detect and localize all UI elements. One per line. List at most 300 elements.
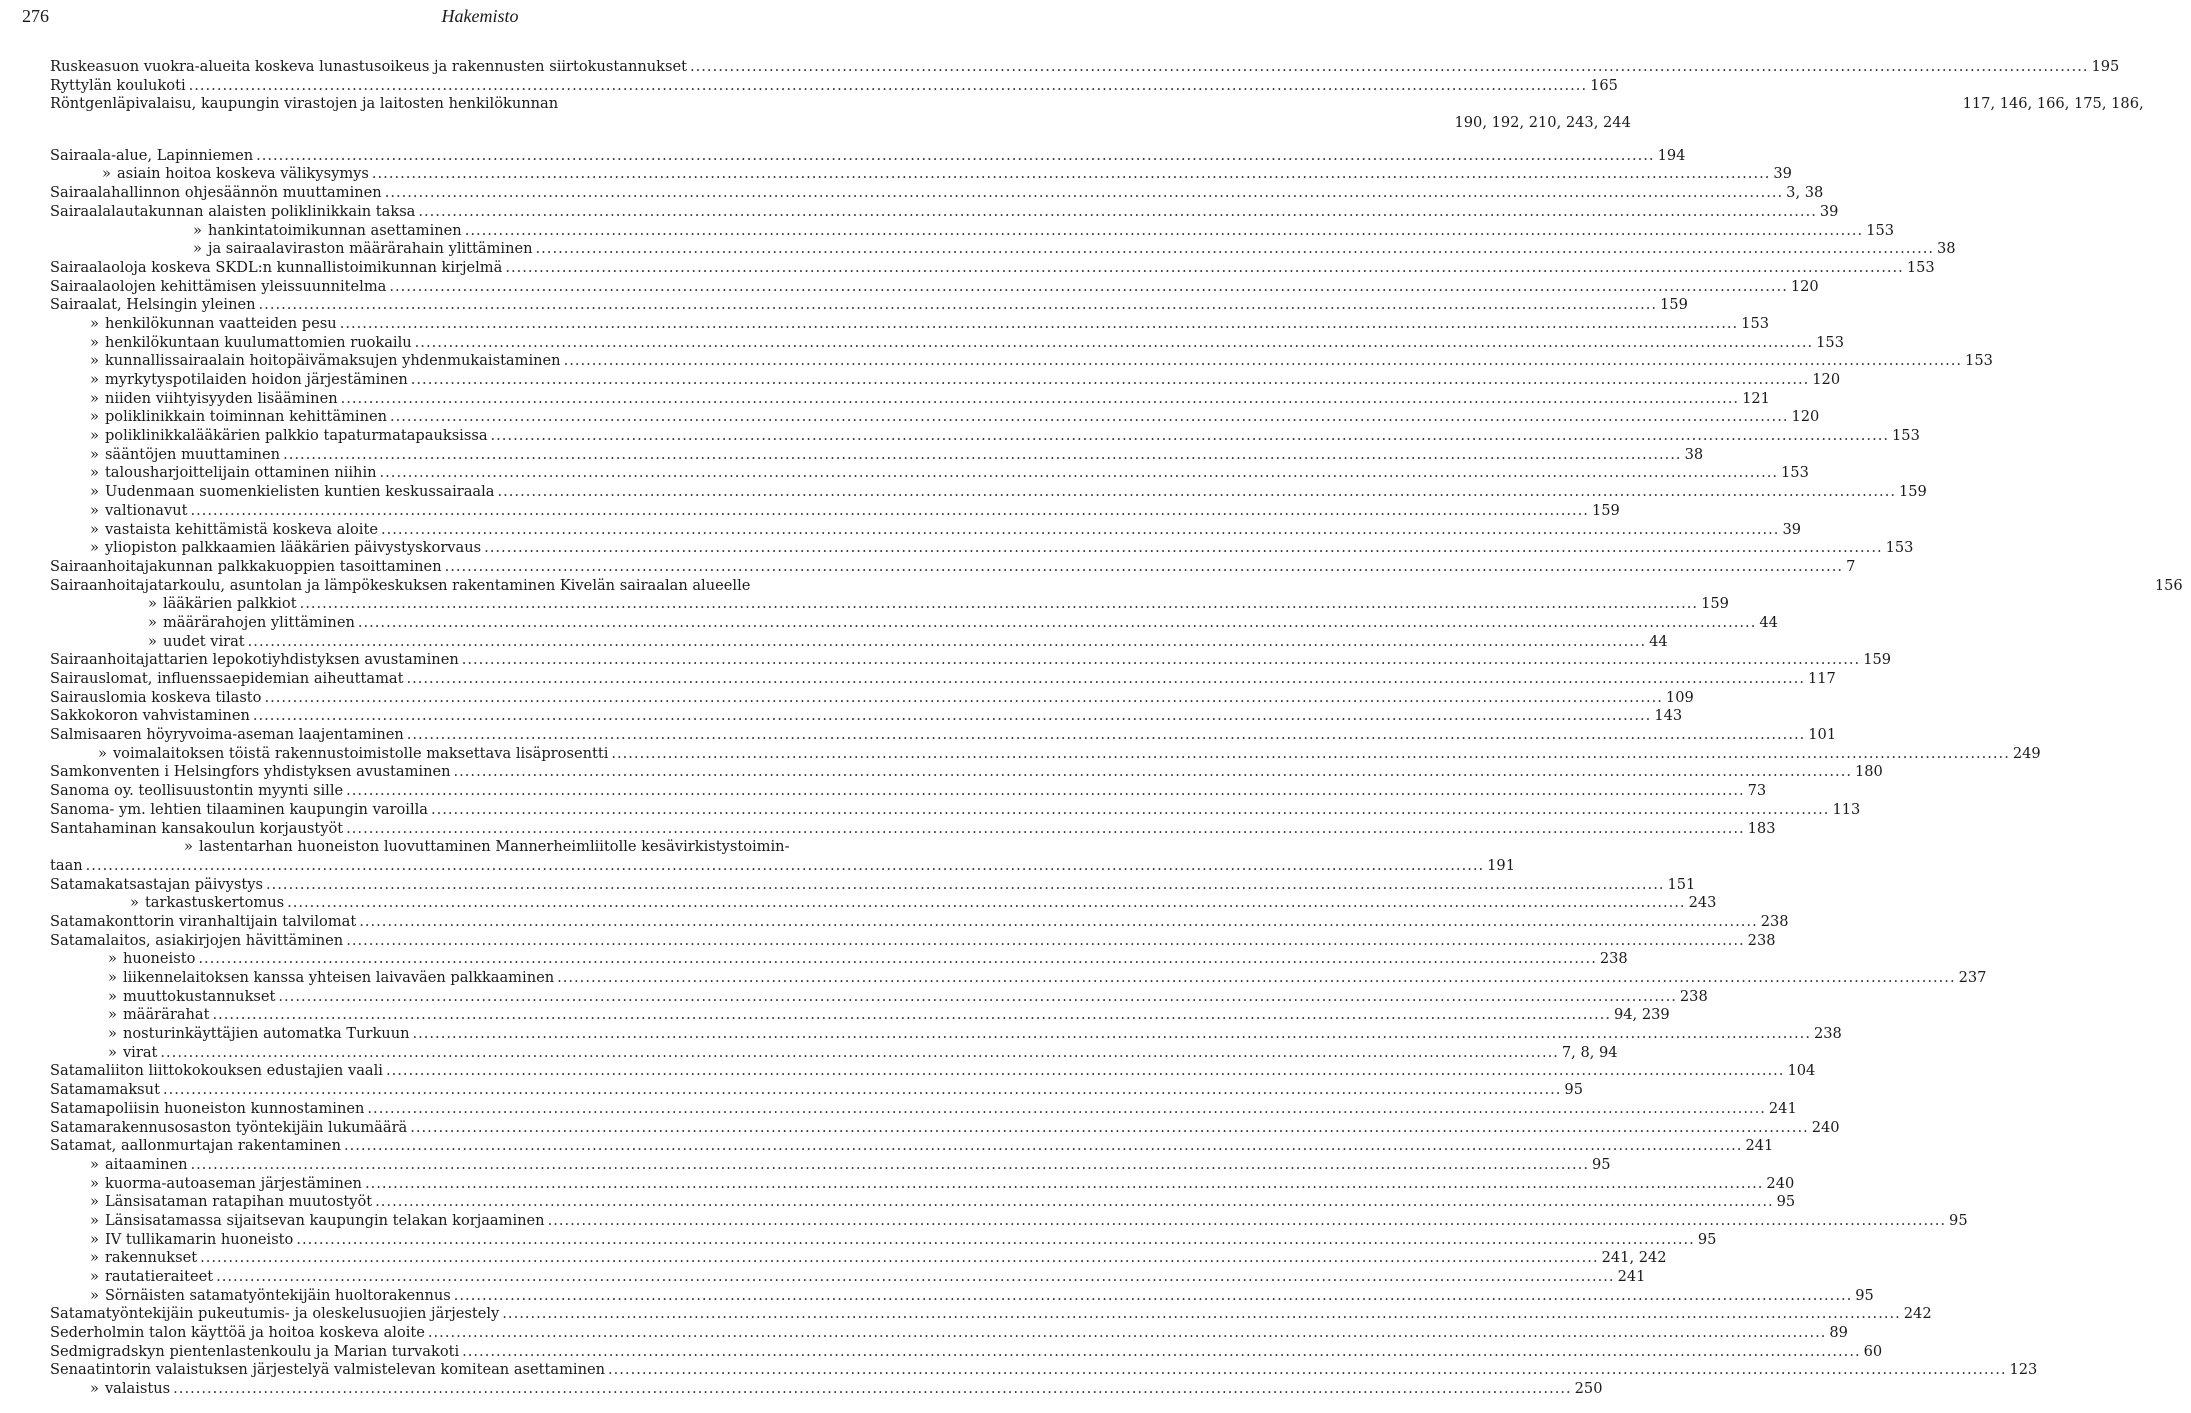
leader-dots <box>505 259 1903 278</box>
entry-text <box>50 1268 213 1287</box>
index-entry <box>50 1324 1848 1343</box>
entry-label: valtionavut <box>104 501 188 519</box>
entry-text <box>50 147 253 166</box>
page-reference: 143 <box>1654 707 1683 725</box>
leader-dots <box>407 670 1805 689</box>
index-entry <box>50 1062 1816 1081</box>
page-reference: 153 <box>1741 314 1770 332</box>
ditto-mark: » <box>90 1155 99 1173</box>
index-entry <box>50 670 1836 689</box>
entry-label: määrärahat <box>122 1006 210 1024</box>
leader-dots <box>359 913 1757 932</box>
leader-dots <box>502 1305 1900 1324</box>
entry-label: Salmisaaren höyryvoima-aseman laajentaminen <box>50 726 404 744</box>
entry-label: Samkonventen i Helsingfors yhdistyksen avustaminen <box>50 763 451 781</box>
leader-dots <box>213 1006 1611 1025</box>
ditto-mark: » <box>90 1211 99 1229</box>
index-entry <box>50 221 1895 241</box>
ditto-mark: » <box>90 389 99 407</box>
entry-text <box>50 614 355 633</box>
entry-text <box>50 95 558 114</box>
entry-label: niiden viihtyisyyden lisääminen <box>104 389 338 407</box>
page-reference: 73 <box>1747 782 1767 800</box>
entry-text <box>50 745 608 764</box>
page-reference: 39 <box>1819 202 1839 220</box>
entry-text <box>50 857 83 876</box>
page-reference: 249 <box>2012 744 2041 762</box>
entry-text <box>50 595 297 614</box>
ditto-mark: » <box>108 950 117 968</box>
index-entry <box>50 1342 1883 1362</box>
index-entry <box>50 819 1776 839</box>
entry-text <box>50 259 502 278</box>
leader-dots <box>380 464 1778 483</box>
entry-label: Sairaalaolojen kehittämisen yleissuunnitelma <box>50 277 387 295</box>
page-reference: 153 <box>1885 539 1914 557</box>
entry-label: virat <box>122 1043 158 1061</box>
index-entry <box>50 632 1668 652</box>
page-reference: 120 <box>1791 408 1820 426</box>
ditto-mark: » <box>90 1380 99 1398</box>
entry-text <box>50 539 481 558</box>
leader-dots <box>390 408 1788 427</box>
page-reference: 7 <box>1846 557 1856 575</box>
index-entry <box>50 1099 1797 1119</box>
entry-label: Sedmigradskyn pientenlastenkoulu ja Marian turvakoti <box>50 1342 460 1360</box>
leader-dots <box>190 502 1588 521</box>
page-reference: 38 <box>1684 445 1704 463</box>
entry-text <box>50 222 462 241</box>
leader-dots <box>690 58 2088 77</box>
leader-dots <box>344 1137 1742 1156</box>
ditto-mark: » <box>90 1249 99 1267</box>
page-reference: 238 <box>1599 950 1628 968</box>
entry-text <box>50 950 195 969</box>
leader-dots <box>431 801 1829 820</box>
leader-dots <box>418 203 1816 222</box>
ditto-mark: » <box>148 595 157 613</box>
entry-label: Satamapoliisin huoneiston kunnostaminen <box>50 1099 365 1117</box>
ditto-mark: » <box>90 314 99 332</box>
entry-text <box>50 763 451 782</box>
leader-dots <box>278 988 1676 1007</box>
page-reference: 95 <box>1564 1081 1583 1099</box>
index-entry <box>50 651 1892 670</box>
index-entry <box>50 1081 1583 1100</box>
page-reference: 94, 239 <box>1613 1006 1670 1024</box>
leader-dots <box>198 950 1596 969</box>
entry-label: Sairaalat, Helsingin yleinen <box>50 296 256 314</box>
entry-label: liikennelaitoksen kanssa yhteisen laivaväen palkkaaminen <box>122 969 555 986</box>
entry-label: Senaatintorin valaistuksen järjestelyä valmistelevan komitean asettaminen <box>50 1361 606 1379</box>
entry-label: Ruskeasuon vuokra-alueita koskeva lunastusoikeus ja rakennusten siirtokustannukset <box>50 58 688 75</box>
entry-text <box>50 483 495 502</box>
leader-dots <box>564 352 1962 371</box>
ditto-mark: » <box>184 838 193 856</box>
entry-label: vastaista kehittämistä koskeva aloite <box>104 520 378 538</box>
entry-text <box>50 1231 293 1250</box>
entry-label: Satamat, aallonmurtajan rakentaminen <box>50 1137 341 1155</box>
entry-text <box>50 1006 210 1025</box>
entry-label: hankintatoimikunnan asettaminen <box>207 221 462 239</box>
entry-text <box>50 558 442 577</box>
index-entry <box>50 184 1824 203</box>
entry-label: sääntöjen muuttaminen <box>104 445 281 463</box>
entry-label: Länsisataman ratapihan muutostyöt <box>104 1193 373 1211</box>
entry-label: huoneisto <box>122 950 196 968</box>
index-entry <box>50 1249 1667 1268</box>
leader-dots <box>498 483 1896 502</box>
ditto-mark: » <box>90 371 99 388</box>
index-entry <box>50 539 1914 558</box>
entry-text <box>50 1062 383 1081</box>
page-reference: 250 <box>1574 1380 1603 1398</box>
leader-dots <box>346 820 1744 839</box>
index-entry <box>50 1361 2038 1380</box>
index-entry <box>50 969 1987 988</box>
entry-text <box>50 689 261 708</box>
page-reference: 159 <box>1863 651 1892 669</box>
index-entry <box>50 595 1729 614</box>
entry-label: Sairaanhoitajattarien lepokotiyhdistyksen avustaminen <box>50 651 459 669</box>
entry-text <box>50 1025 410 1044</box>
entry-label: Satamalaitos, asiakirjojen hävittäminen <box>50 931 344 949</box>
page-reference: 117, 146, 166, 175, 186, <box>1962 95 2144 113</box>
ditto-mark: » <box>108 1006 117 1024</box>
index-entry <box>50 950 1628 969</box>
index-entry <box>50 875 1696 895</box>
page-reference: 95 <box>1949 1211 1968 1229</box>
entry-text <box>50 1249 197 1268</box>
entry-label: Länsisatamassa sijaitsevan kaupungin telakan korjaaminen <box>104 1211 545 1229</box>
entry-label: Sairaala-alue, Lapinniemen <box>50 146 254 164</box>
index-entry <box>50 258 1935 278</box>
entry-label: Ryttylän koulukoti <box>50 76 186 94</box>
leader-dots <box>410 1119 1808 1138</box>
entry-label: poliklinikkalääkärien palkkio tapaturmatapauksissa <box>104 427 488 445</box>
ditto-mark: » <box>90 1268 99 1285</box>
index-entry <box>50 114 1631 133</box>
ditto-mark: » <box>108 1025 117 1043</box>
page-reference: 165 <box>1590 76 1618 94</box>
index-entry <box>50 464 1809 483</box>
ditto-mark: » <box>90 501 99 519</box>
page-reference: 38 <box>1937 240 1956 258</box>
entry-label: nosturinkäyttäjien automatka Turkuun <box>122 1025 410 1043</box>
entry-text <box>50 932 343 951</box>
leader-dots <box>287 894 1685 913</box>
ditto-mark: » <box>90 352 99 370</box>
ditto-mark: » <box>90 408 99 426</box>
leader-dots <box>484 539 1882 558</box>
entry-label: Sanoma- ym. lehtien tilaaminen kaupungin varoilla <box>50 800 428 818</box>
entry-text <box>50 1343 459 1362</box>
leader-dots <box>200 1249 1598 1268</box>
entry-label: Satamamaksut <box>50 1081 160 1099</box>
index-entry <box>50 445 1704 465</box>
leader-dots <box>283 446 1681 465</box>
ditto-mark: » <box>90 1286 99 1304</box>
entry-text <box>50 315 337 334</box>
entry-label: kuorma-autoaseman järjestäminen <box>104 1174 362 1192</box>
leader-dots <box>296 1231 1694 1250</box>
entry-label: Sairauslomia koskeva tilasto <box>50 688 262 706</box>
page-reference: 156 <box>2154 576 2183 594</box>
leader-dots <box>163 1081 1561 1100</box>
index-entry <box>50 1118 1840 1138</box>
leader-dots <box>536 240 1934 259</box>
entry-text <box>50 894 284 913</box>
entry-label: Sakkokoron vahvistaminen <box>50 707 250 725</box>
index-entry <box>50 1043 1618 1063</box>
page-reference: 238 <box>1747 931 1776 949</box>
ditto-mark: » <box>108 1043 117 1061</box>
entry-text <box>50 203 415 222</box>
leader-dots <box>253 707 1651 726</box>
entry-label: Satamatyöntekijäin pukeutumis- ja oleskelusuojien järjestely <box>50 1305 500 1323</box>
page-number: 276 <box>22 6 49 26</box>
index-entry <box>50 912 1789 932</box>
index-entry <box>50 782 1767 801</box>
index-entry <box>50 314 1770 334</box>
ditto-mark: » <box>108 969 117 986</box>
leader-dots <box>557 969 1955 988</box>
page-reference: 241 <box>1768 1099 1797 1117</box>
entry-text <box>50 651 459 670</box>
entry-text <box>50 670 404 689</box>
page-reference: 190, 192, 210, 243, 244 <box>1454 114 1631 132</box>
entry-label: henkilökuntaan kuulumattomien ruokailu <box>104 333 412 351</box>
page-reference: 153 <box>1816 333 1844 351</box>
index-entry <box>50 613 1778 633</box>
entry-text <box>50 913 356 932</box>
index-entry <box>50 1155 1611 1175</box>
leader-dots <box>548 1212 1946 1231</box>
page-reference: 183 <box>1747 819 1776 837</box>
entry-text <box>50 371 408 390</box>
entry-label: Sörnäisten satamatyöntekijäin huoltorakennus <box>104 1286 451 1304</box>
index-entry <box>50 483 1927 502</box>
leader-dots <box>407 726 1805 745</box>
index-entry <box>50 1380 1603 1399</box>
index-entry <box>50 277 1819 297</box>
page-reference: 180 <box>1854 763 1883 781</box>
page-reference: 113 <box>1832 800 1861 818</box>
page-reference: 123 <box>2009 1361 2038 1379</box>
page-reference: 109 <box>1665 688 1694 706</box>
index-entry <box>50 800 1861 820</box>
ditto-mark: » <box>90 1174 99 1192</box>
page-reference: 241 <box>1617 1268 1646 1285</box>
entry-label: kunnallissairaalain hoitopäivämaksujen yhdenmukaistaminen <box>104 352 561 370</box>
ditto-mark: » <box>148 613 157 631</box>
leader-dots <box>216 1268 1614 1287</box>
leader-dots <box>256 147 1654 166</box>
index-entry <box>50 576 2183 596</box>
ditto-mark: » <box>148 632 157 650</box>
index-entry <box>50 1174 1795 1194</box>
leader-dots <box>428 1324 1826 1343</box>
ditto-mark: » <box>102 165 111 183</box>
index-entry <box>50 1230 1717 1250</box>
leader-dots <box>259 296 1657 315</box>
index-entry <box>50 1025 1842 1044</box>
entry-text <box>50 165 369 184</box>
leader-dots <box>413 1025 1811 1044</box>
entry-text <box>50 408 387 427</box>
index-entries <box>50 58 2183 1399</box>
ditto-mark: » <box>90 1193 99 1211</box>
leader-dots <box>465 222 1863 241</box>
page-reference: 60 <box>1863 1342 1883 1360</box>
entry-text <box>50 1212 545 1231</box>
leader-dots <box>340 315 1738 334</box>
leader-dots <box>375 1193 1773 1212</box>
leader-dots <box>491 427 1889 446</box>
entry-text <box>50 1137 341 1156</box>
entry-label: Sairaanhoitajatarkoulu, asuntolan ja lämpökeskuksen rakentaminen Kivelän sairaalan alueelle <box>50 576 751 594</box>
entry-label: talousharjoittelijain ottaminen niihin <box>104 464 377 482</box>
page-reference: 153 <box>1906 258 1935 276</box>
page-reference: 44 <box>1649 632 1668 650</box>
leader-dots <box>160 1044 1558 1063</box>
index-entry <box>50 296 1688 315</box>
index-entry <box>50 894 1717 913</box>
leader-dots <box>411 371 1809 390</box>
index-entry <box>50 1006 1670 1025</box>
leader-dots <box>385 184 1783 203</box>
ditto-mark: » <box>90 445 99 463</box>
ditto-mark: » <box>98 744 107 762</box>
entry-text <box>50 1100 364 1119</box>
index-entry <box>50 76 1618 96</box>
entry-label: muuttokustannukset <box>122 987 276 1005</box>
entry-text <box>50 1119 407 1138</box>
entry-label: Sairauslomat, influenssaepidemian aiheuttamat <box>50 670 404 687</box>
leader-dots <box>346 932 1744 951</box>
page-reference: 240 <box>1766 1174 1795 1192</box>
page-reference: 101 <box>1808 726 1837 744</box>
page-reference: 153 <box>1866 221 1895 239</box>
leader-dots <box>248 633 1646 652</box>
page-reference: 89 <box>1829 1324 1848 1342</box>
entry-label: tarkastuskertomus <box>144 894 285 912</box>
index-entry <box>50 1211 1968 1231</box>
ditto-mark: » <box>90 539 99 557</box>
index-entry <box>50 987 1708 1007</box>
leader-dots <box>300 595 1698 614</box>
page-reference: 195 <box>2091 58 2120 75</box>
entry-label: ja sairaalaviraston määrärahain ylittäminen <box>207 240 533 258</box>
index-entry <box>50 165 1792 184</box>
page-reference: 39 <box>1773 165 1792 183</box>
entry-text <box>50 521 378 540</box>
page-reference: 7, 8, 94 <box>1561 1043 1618 1061</box>
entry-text <box>50 1175 362 1194</box>
index-entry <box>50 763 1883 782</box>
entry-label: aitaaminen <box>104 1155 188 1173</box>
entry-text <box>50 427 488 446</box>
ditto-mark: » <box>90 464 99 482</box>
leader-dots <box>454 1287 1852 1306</box>
entry-text <box>50 502 187 521</box>
entry-label: IV tullikamarin huoneisto <box>104 1230 294 1248</box>
entry-text <box>50 184 382 203</box>
entry-label: Satamarakennusosaston työntekijäin lukumäärä <box>50 1118 408 1136</box>
entry-text <box>50 801 428 820</box>
entry-text <box>50 1380 170 1399</box>
entry-text <box>50 726 404 745</box>
entry-label: Satamakatsastajan päivystys <box>50 875 264 893</box>
page-reference: 159 <box>1701 595 1729 613</box>
page-reference: 104 <box>1787 1062 1816 1080</box>
leader-dots <box>445 558 1843 577</box>
index-entry <box>50 95 2144 114</box>
entry-label: Uudenmaan suomenkielisten kuntien keskussairaala <box>104 483 495 501</box>
page-reference: 153 <box>1781 464 1809 482</box>
entry-text <box>50 77 186 96</box>
entry-text <box>50 240 533 259</box>
index-entry <box>50 240 1956 259</box>
entry-label: Satamaliiton liittokokouksen edustajien vaali <box>50 1062 383 1080</box>
entry-label: lääkärien palkkiot <box>162 595 297 613</box>
entry-text <box>50 577 750 596</box>
ditto-mark: » <box>108 987 117 1005</box>
entry-text <box>50 296 256 315</box>
entry-label: Sanoma oy. teollisuustontin myynti sille <box>50 782 344 800</box>
leader-dots <box>346 782 1744 801</box>
page-reference: 39 <box>1782 520 1802 538</box>
index-entry <box>50 389 1770 409</box>
page-reference: 241 <box>1745 1137 1774 1155</box>
entry-label: asiain hoitoa koskeva välikysymys <box>116 165 369 183</box>
index-entry <box>50 557 1856 577</box>
page-header <box>22 6 938 28</box>
leader-dots <box>264 689 1662 708</box>
page-reference: 153 <box>1965 352 1993 370</box>
index-entry <box>50 688 1694 708</box>
index-entry <box>50 333 1844 353</box>
entry-text <box>50 782 343 801</box>
entry-text <box>50 446 280 465</box>
entry-label: Sairaalaoloja koskeva SKDL:n kunnallistoimikunnan kirjelmä <box>50 258 503 276</box>
entry-text <box>50 1081 160 1100</box>
page-reference: 243 <box>1688 894 1717 912</box>
leader-dots <box>191 1156 1589 1175</box>
page-reference: 95 <box>1776 1193 1796 1211</box>
index-entry <box>50 352 1993 371</box>
page-reference: 242 <box>1903 1305 1932 1323</box>
entry-label: uudet virat <box>162 632 245 650</box>
page-reference: 3, 38 <box>1786 184 1824 202</box>
ditto-mark: » <box>193 240 202 258</box>
entry-text <box>50 390 338 409</box>
entry-label: myrkytyspotilaiden hoidon järjestäminen <box>104 371 408 388</box>
index-entry <box>50 744 2041 764</box>
leader-dots <box>266 876 1664 895</box>
page-reference: 241, 242 <box>1601 1249 1667 1267</box>
entry-text <box>50 707 250 726</box>
index-entry <box>50 838 956 857</box>
entry-text <box>50 1287 451 1306</box>
entry-label: taan <box>50 856 83 874</box>
index-entry <box>50 1286 1874 1306</box>
entry-label: yliopiston palkkaamien lääkärien päivystyskorvaus <box>104 539 482 557</box>
entry-text <box>50 1324 425 1343</box>
entry-text <box>50 1156 188 1175</box>
index-entry <box>50 856 1515 876</box>
index-entry <box>50 726 1837 745</box>
